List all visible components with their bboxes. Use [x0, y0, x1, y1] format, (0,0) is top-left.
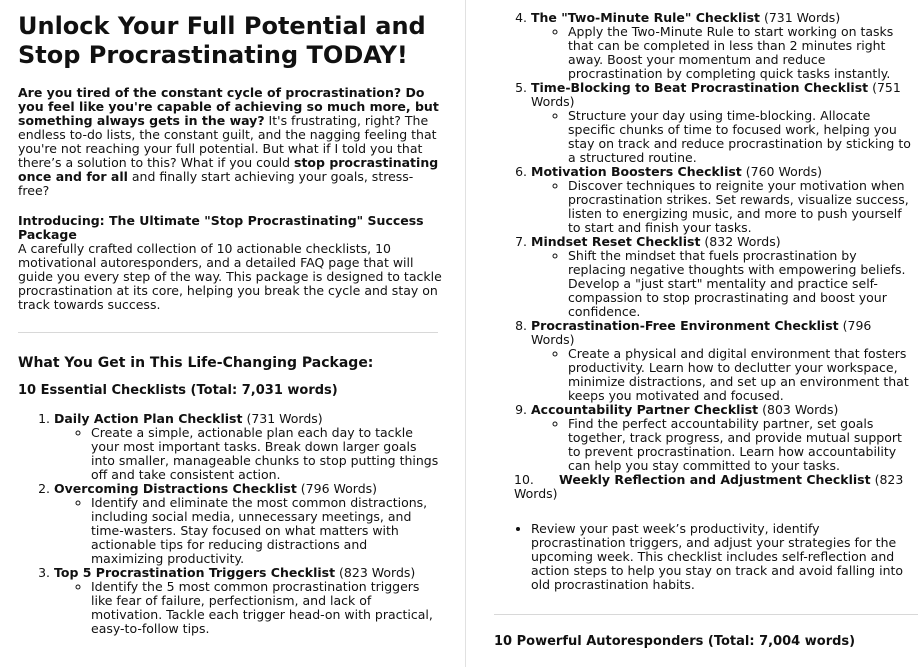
checklist-word-count: (796 Words) — [300, 481, 378, 496]
checklist-desc: ◦ Discover techniques to reignite your motivation when procrastination strikes. Set rewards, visualize success, listen to energizing music, and more to push yourself to start and finish your tasks. — [568, 179, 918, 235]
checklist-word-count: (796 Words) — [531, 318, 872, 347]
checklist-list-part-1 — [18, 412, 442, 636]
checklist-desc: ◦ Identify and eliminate the most common distractions, including social media, unnecessary meetings, and time-wasters. Stay focused on what matters with actionable tips for reducing distractions and maximizing productivity. — [91, 496, 442, 566]
checklist-desc: ◦ Structure your day using time-blocking. Allocate specific chunks of time to focused work, helping you stay on track and reduce procrastination by sticking to a structured routine. — [568, 109, 918, 165]
checklist-number: 10. — [514, 472, 534, 487]
checklist-title: Mindset Reset Checklist — [531, 234, 701, 249]
checklist-item — [531, 403, 918, 473]
intro-text-b: and finally start achieving your goals, stress-free? — [18, 169, 414, 198]
package-body: A carefully crafted collection of 10 actionable checklists, 10 motivational autoresponders, and a detailed FAQ page that will guide you every step of the way. This package is designed to tackle procrastination at its core, helping you break the cycle and stay on track towards success. — [18, 241, 442, 312]
checklist-title: Overcoming Distractions Checklist — [54, 481, 297, 496]
intro-text-a: It's frustrating, right? The endless to-do lists, the constant guilt, and the nagging feeling that you're not reaching your full potential. But what if I told you that there’s a solution to this? What if you could — [18, 113, 437, 170]
checklist-title: Accountability Partner Checklist — [531, 402, 759, 417]
checklist-desc-list — [54, 496, 442, 566]
section-divider — [494, 614, 918, 615]
checklist-desc-list — [531, 417, 918, 473]
checklist-title: Time-Blocking to Beat Procrastination Checklist — [531, 80, 869, 95]
checklist-word-count: (803 Words) — [762, 402, 839, 417]
checklists-heading: 10 Essential Checklists (Total: 7,031 words) — [18, 383, 338, 398]
checklist-title: Daily Action Plan Checklist — [54, 411, 243, 426]
checklist-word-count: (832 Words) — [704, 234, 781, 249]
section-divider — [18, 332, 438, 333]
checklist-item — [531, 319, 918, 403]
checklist-item — [514, 473, 918, 501]
checklist-word-count: (731 Words) — [763, 10, 841, 25]
right-column — [494, 0, 918, 667]
checklist-title: Weekly Reflection and Adjustment Checklist — [559, 472, 871, 487]
checklist-item — [531, 81, 918, 165]
checklist-desc: ◦ Create a simple, actionable plan each day to tackle your most important tasks. Break down larger goals into smaller, manageable chunks to stop putting things off and take consistent action. — [91, 426, 442, 482]
checklist-desc: ◦ Find the perfect accountability partner, set goals together, track progress, and provide mutual support to prevent procrastination. Learn how accountability can help you stay committed to your tasks. — [568, 417, 918, 473]
checklist-desc: ◦ Identify the 5 most common procrastination triggers like fear of failure, perfectionism, and lack of motivation. Tackle each trigger head-on with practical, easy-to-follow tips. — [91, 580, 442, 636]
checklist-title: The "Two-Minute Rule" Checklist — [531, 10, 760, 25]
package-heading: Introducing: The Ultimate "Stop Procrastinating" Success Package — [18, 213, 424, 242]
intro-paragraph — [18, 86, 442, 198]
checklist-word-count: (760 Words) — [745, 164, 822, 179]
checklist-desc: ◦ Shift the mindset that fuels procrastination by replacing negative thoughts with empowering beliefs. Develop a "just start" mentality and practice self-compassion to stop procrastinating and boost your confidence. — [568, 249, 918, 319]
checklist-list-part-2 — [494, 11, 918, 501]
checklist-item — [54, 412, 442, 482]
checklist-desc-list — [531, 25, 918, 81]
review-bullet: • Review your past week’s productivity, identify procrastination triggers, and adjust your strategies for the upcoming week. This checklist includes self-reflection and action steps to help you stay on track and avoid falling into old procrastination habits. — [531, 522, 918, 592]
checklist-title: Procrastination-Free Environment Checklist — [531, 318, 839, 333]
checklist-word-count: (751 Words) — [531, 80, 901, 109]
page-title: Unlock Your Full Potential and Stop Procrastinating TODAY! — [18, 12, 426, 69]
review-bullet-list — [494, 522, 918, 592]
checklist-word-count: (823 Words) — [514, 472, 904, 501]
intro-bold-mid: stop procrastinating once and for all — [18, 155, 439, 184]
checklist-desc-list — [531, 249, 918, 319]
checklist-item — [531, 11, 918, 81]
checklist-desc-list — [531, 179, 918, 235]
checklist-word-count: (823 Words) — [339, 565, 416, 580]
checklist-desc-list — [531, 347, 918, 403]
what-you-get-heading: What You Get in This Life-Changing Package: — [18, 355, 374, 371]
checklist-desc-list — [531, 109, 918, 165]
checklist-desc-list — [54, 580, 442, 636]
checklist-word-count: (731 Words) — [246, 411, 323, 426]
autoresponders-heading: 10 Powerful Autoresponders (Total: 7,004 words) — [494, 634, 856, 649]
checklist-item — [531, 165, 918, 235]
checklist-desc-list — [54, 426, 442, 482]
left-column — [18, 0, 442, 667]
column-divider — [465, 0, 466, 667]
checklist-title: Top 5 Procrastination Triggers Checklist — [54, 565, 336, 580]
checklist-item — [54, 482, 442, 566]
intro-bold-lead: Are you tired of the constant cycle of procrastination? Do you feel like you're capable of achieving so much more, but something always gets in the way? — [18, 85, 439, 128]
checklist-desc: ◦ Apply the Two-Minute Rule to start working on tasks that can be completed in less than 2 minutes right away. Boost your momentum and reduce procrastination by completing quick tasks instantly. — [568, 25, 918, 81]
checklist-desc: ◦ Create a physical and digital environment that fosters productivity. Learn how to declutter your workspace, minimize distractions, and set up an environment that keeps you motivated and focused. — [568, 347, 918, 403]
checklist-item — [531, 235, 918, 319]
checklist-item — [54, 566, 442, 636]
checklist-title: Motivation Boosters Checklist — [531, 164, 742, 179]
